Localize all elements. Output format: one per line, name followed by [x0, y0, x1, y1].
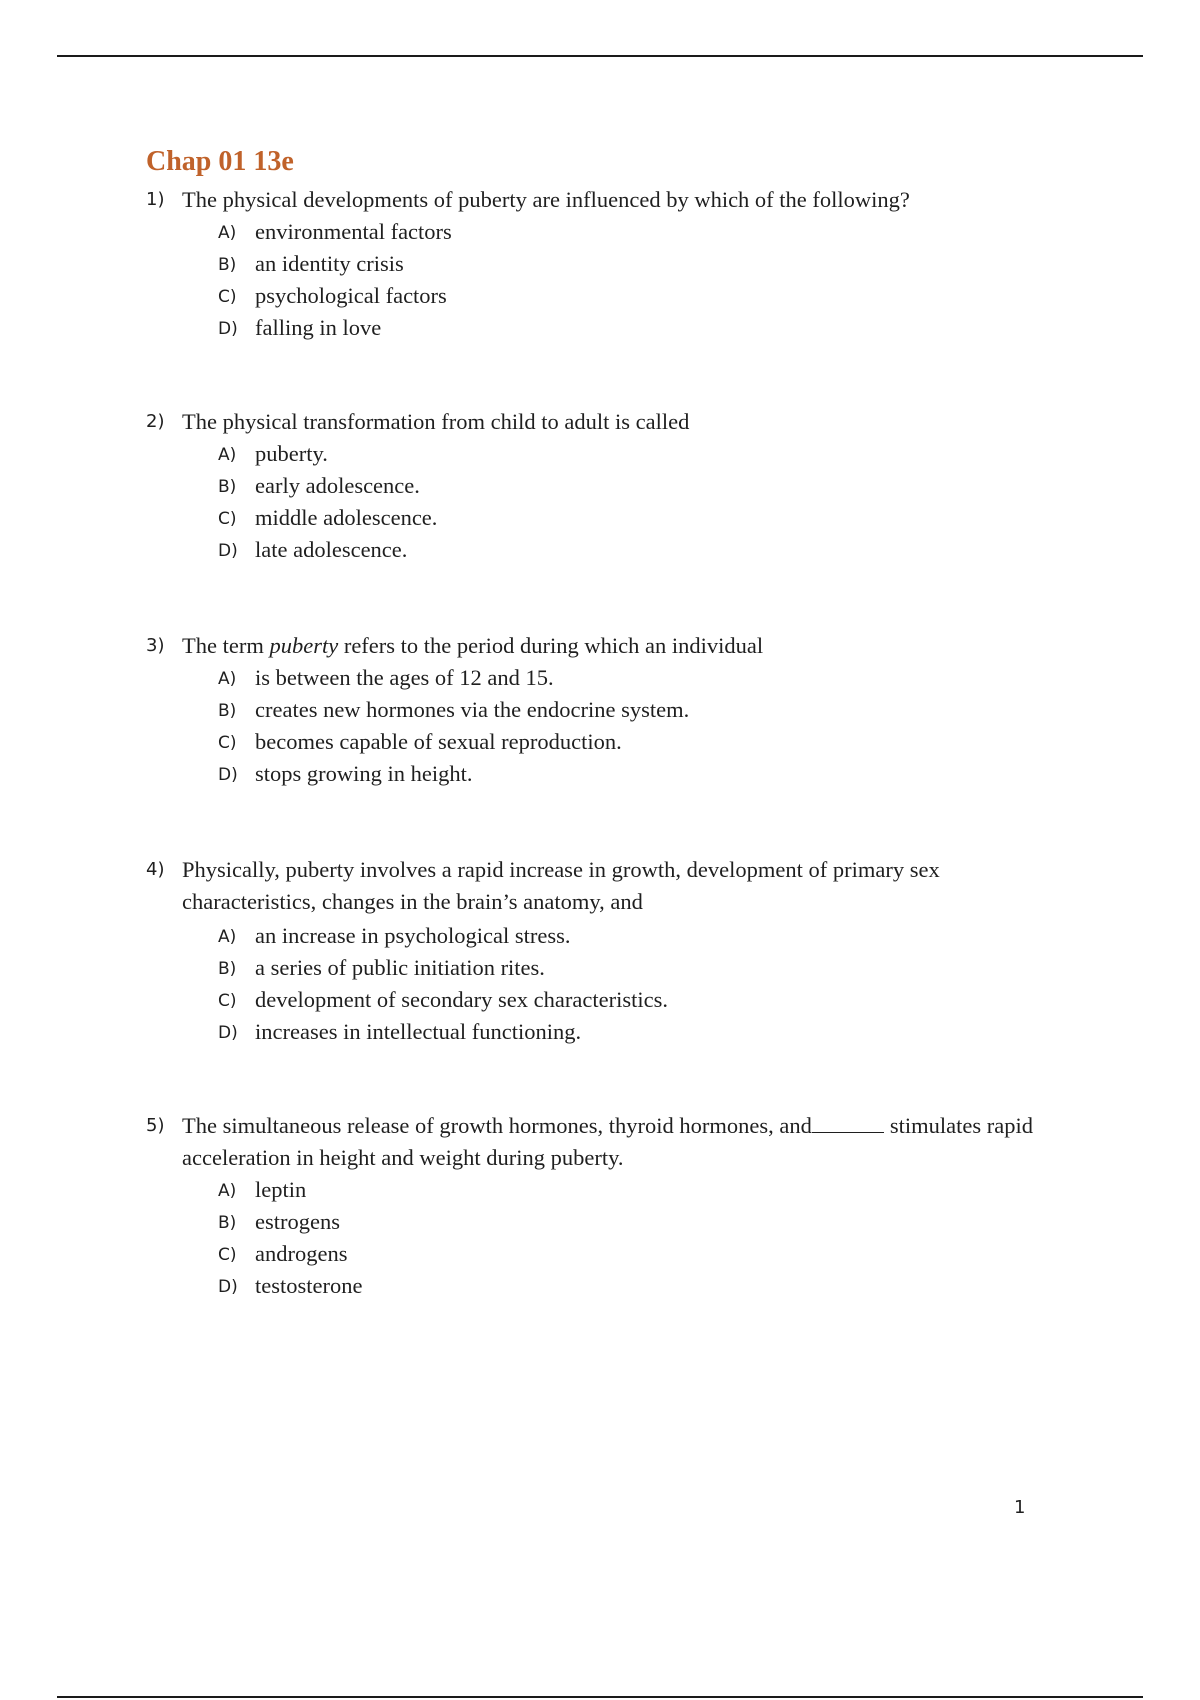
answer-option-a — [0, 438, 1200, 470]
answer-option-c — [0, 280, 1200, 312]
option-letter: B) — [218, 255, 237, 275]
option-letter: D) — [218, 1023, 238, 1043]
document-title: Chap 01 13e — [146, 146, 294, 177]
option-text: testosterone — [255, 1273, 363, 1298]
option-letter: A) — [218, 445, 237, 465]
answer-option-d — [0, 534, 1200, 566]
emphasized-term: puberty — [269, 633, 339, 658]
option-text: creates new hormones via the endocrine system. — [255, 697, 690, 722]
question-stem — [0, 630, 1200, 662]
answer-option-a — [0, 662, 1200, 694]
option-text: stops growing in height. — [255, 761, 473, 786]
option-text: an identity crisis — [255, 251, 404, 276]
option-letter: A) — [218, 223, 237, 243]
answer-option-a — [0, 216, 1200, 248]
question-3 — [0, 630, 1200, 790]
page-number: 1 — [1014, 1497, 1026, 1518]
option-text: estrogens — [255, 1209, 340, 1234]
option-letter: A) — [218, 1181, 237, 1201]
question-4 — [0, 854, 1200, 1048]
question-number: 1) — [146, 189, 165, 210]
option-letter: B) — [218, 477, 237, 497]
question-number: 4) — [146, 859, 165, 880]
question-stem — [0, 184, 1200, 216]
answer-option-d — [0, 758, 1200, 790]
question-text-start: The term — [182, 633, 270, 658]
option-text: a series of public initiation rites. — [255, 955, 545, 980]
option-letter: A) — [218, 927, 237, 947]
option-letter: B) — [218, 959, 237, 979]
option-letter: D) — [218, 1277, 238, 1297]
option-letter: B) — [218, 701, 237, 721]
answer-option-c — [0, 726, 1200, 758]
option-text: leptin — [255, 1177, 307, 1202]
option-letter: C) — [218, 733, 237, 753]
question-1 — [0, 184, 1200, 344]
option-text: increases in intellectual functioning. — [255, 1019, 582, 1044]
question-number: 3) — [146, 635, 165, 656]
answer-option-c — [0, 1238, 1200, 1270]
option-letter: D) — [218, 319, 238, 339]
option-text: development of secondary sex characteristics. — [255, 987, 668, 1012]
question-text — [182, 630, 1062, 662]
question-number: 2) — [146, 411, 165, 432]
header-rule — [57, 55, 1143, 57]
answer-option-b — [0, 1206, 1200, 1238]
fill-in-blank — [812, 1110, 884, 1133]
option-text: androgens — [255, 1241, 348, 1266]
question-text — [182, 1110, 1054, 1174]
answer-option-a — [0, 920, 1200, 952]
answer-option-d — [0, 1016, 1200, 1048]
answer-option-d — [0, 1270, 1200, 1302]
option-text: becomes capable of sexual reproduction. — [255, 729, 622, 754]
answer-options — [0, 438, 1200, 566]
answer-option-b — [0, 952, 1200, 984]
answer-options — [0, 662, 1200, 790]
question-stem — [0, 854, 1200, 920]
option-letter: D) — [218, 765, 238, 785]
option-text: is between the ages of 12 and 15. — [255, 665, 554, 690]
question-text: The physical transformation from child to adult is called — [182, 409, 690, 434]
option-text: middle adolescence. — [255, 505, 438, 530]
answer-options — [0, 216, 1200, 344]
question-stem — [0, 406, 1200, 438]
answer-option-b — [0, 694, 1200, 726]
question-2 — [0, 406, 1200, 566]
option-text: psychological factors — [255, 283, 447, 308]
option-text: an increase in psychological stress. — [255, 923, 571, 948]
option-text: puberty. — [255, 441, 328, 466]
question-text-end: refers to the period during which an individual — [338, 633, 764, 658]
question-5 — [0, 1110, 1200, 1302]
option-letter: C) — [218, 991, 237, 1011]
option-text: environmental factors — [255, 219, 452, 244]
option-letter: C) — [218, 509, 237, 529]
question-number: 5) — [146, 1115, 165, 1136]
answer-option-d — [0, 312, 1200, 344]
answer-option-a — [0, 1174, 1200, 1206]
option-letter: B) — [218, 1213, 237, 1233]
option-letter: A) — [218, 669, 237, 689]
question-text: Physically, puberty involves a rapid increase in growth, development of primary sex characteristics, changes in the brain’s anatomy, and — [182, 857, 940, 914]
answer-options — [0, 1174, 1200, 1302]
question-text-start: The simultaneous release of growth hormones, thyroid hormones, and — [182, 1113, 812, 1138]
option-letter: C) — [218, 287, 237, 307]
answer-option-b — [0, 470, 1200, 502]
answer-options — [0, 920, 1200, 1048]
answer-option-c — [0, 502, 1200, 534]
footer-rule — [57, 1696, 1143, 1698]
option-text: late adolescence. — [255, 537, 408, 562]
answer-option-b — [0, 248, 1200, 280]
question-stem — [0, 1110, 1200, 1174]
option-letter: C) — [218, 1245, 237, 1265]
option-letter: D) — [218, 541, 238, 561]
option-text: falling in love — [255, 315, 382, 340]
option-text: early adolescence. — [255, 473, 420, 498]
answer-option-c — [0, 984, 1200, 1016]
question-text: The physical developments of puberty are influenced by which of the following? — [182, 187, 910, 212]
question-text-end: stimulates rapid acceleration in height and weight during puberty. — [182, 1113, 1033, 1170]
